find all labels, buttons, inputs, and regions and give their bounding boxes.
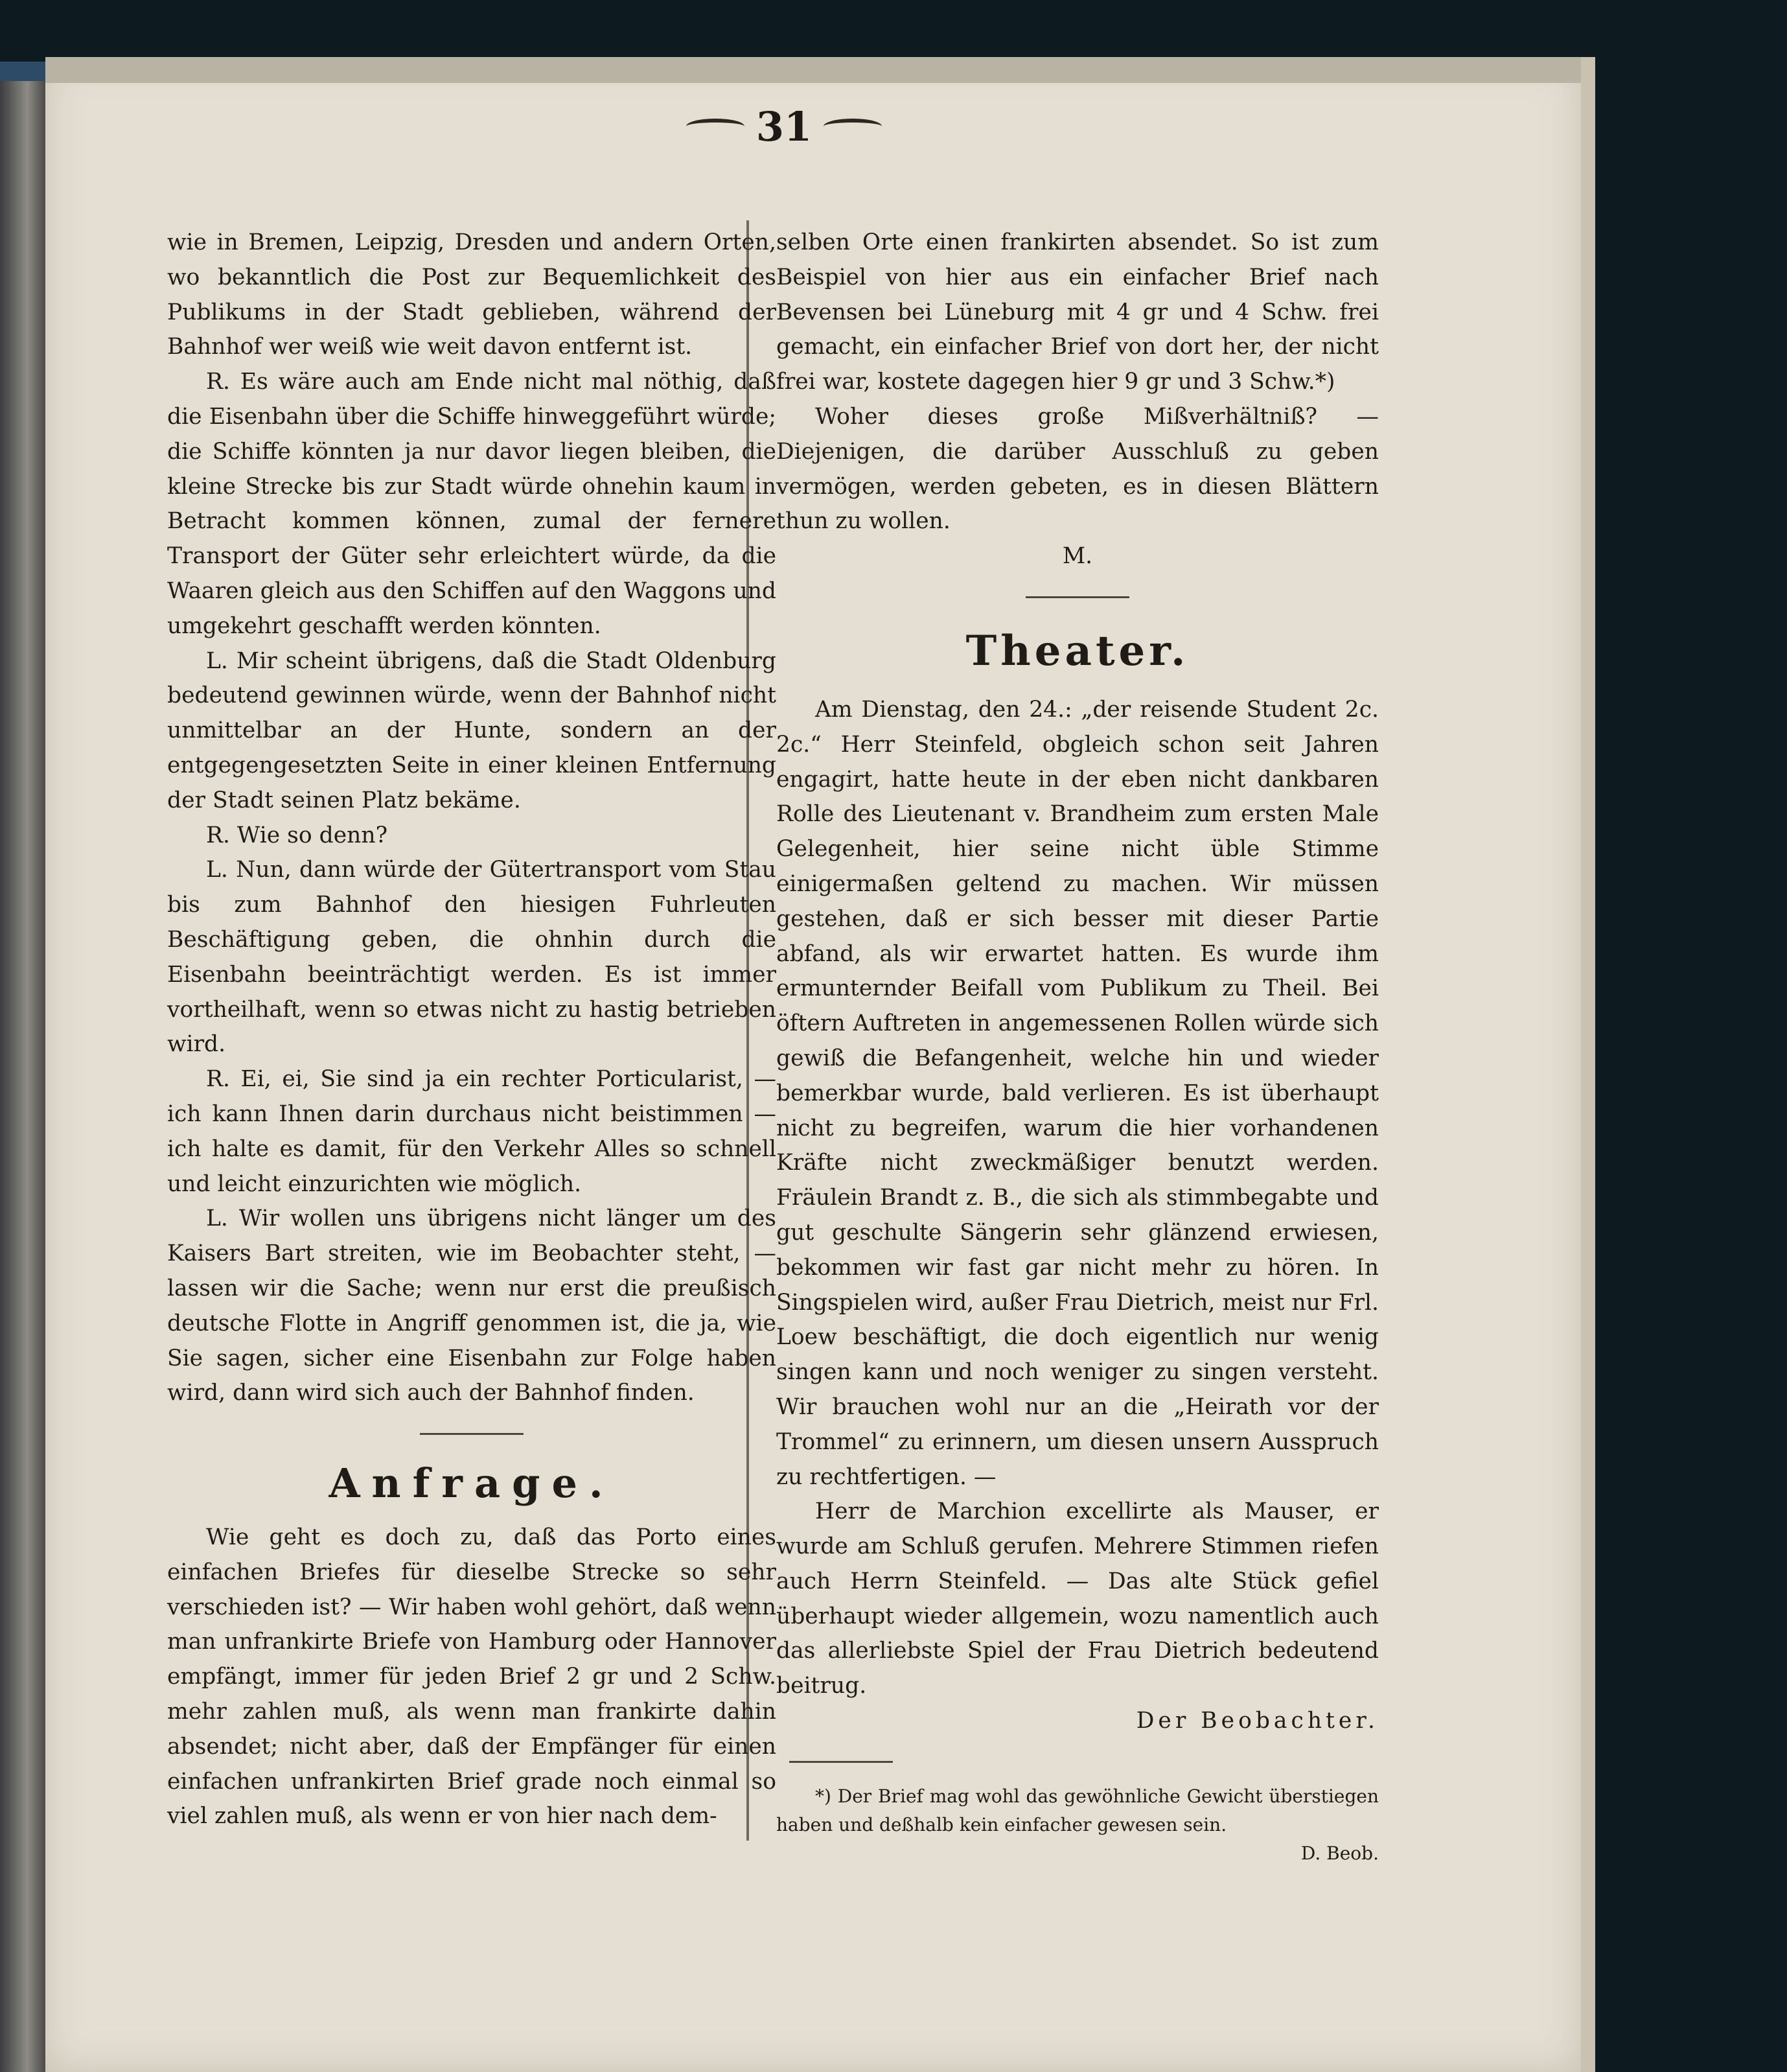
paragraph: wie in Bremen, Leipzig, Dresden und andern Orten, wo bekanntlich die Post zur Bequemlichkeit des Publikums in der Stadt geblieben, während der Bahnhof wer weiß wie weit davon entfernt ist.: [167, 229, 776, 360]
ornament-right-icon: [824, 119, 882, 134]
theater-paragraph: Herr de Marchion excellirte als Mauser, er wurde am Schluß gerufen. Mehrere Stimmen riefen auch Herrn Steinfeld. — Das alte Stück gefiel überhaupt wieder allgemein, wozu namentlich auch das allerliebste Spiel der Frau Dietrich bedeutend beitrug.: [776, 1498, 1379, 1699]
paragraph: R. Es wäre auch am Ende nicht mal nöthig, daß die Eisenbahn über die Schiffe hinweggeführt würde; die Schiffe könnten ja nur davor liegen bleiben, die kleine Strecke bis zur Stadt würde ohnehin kaum in Betracht kommen können, zumal der fernere Transport der Güter sehr erleichtert würde, da die Waaren gleich aus den Schiffen auf den Waggons und umgekehrt geschafft werden könnten.: [167, 369, 776, 639]
anfrage-text-continued: selben Orte einen frankirten absendet. So ist zum Beispiel von hier aus ein einfacher Brief nach Bevensen bei Lüneburg mit 4 gr und 4 Schw. frei gemacht, ein einfacher Brief von dort her, der nicht frei war, kostete dagegen hier 9 gr und 3 Schw.*): [776, 229, 1379, 395]
right-column: [776, 226, 1379, 1868]
theater-paragraph: Am Dienstag, den 24.: „der reisende Student 2c. 2c.“ Herr Steinfeld, obgleich schon seit Jahren engagirt, hatte heute in der eben nicht dankbaren Rolle des Lieutenant v. Brandheim zum ersten Male Gelegenheit, hier seine nicht üble Stimme einigermaßen geltend zu machen. Wir müssen gestehen, daß er sich besser mit dieser Partie abfand, als wir erwartet hatten. Es wurde ihm ermunternder Beifall vom Publikum zu Theil. Bei öftern Auftreten in angemessenen Rollen würde sich gewiß die Befangenheit, welche hin und wieder bemerkbar wurde, bald verlieren. Es ist überhaupt nicht zu begreifen, warum die hier vorhandenen Kräfte nicht zweckmäßiger benutzt werden. Fräulein Brandt z. B., die sich als stimmbegabte und gut geschulte Sängerin sehr glänzend erwiesen, bekommen wir fast gar nicht mehr zu hören. In Singspielen wird, außer Frau Dietrich, meist nur Frl. Loew beschäftigt, die doch eigentlich nur wenig singen kann und noch weniger zu singen versteht. Wir brauchen wohl nur an die „Heirath vor der Trommel“ zu erinnern, um diesen unsern Ausspruch zu rechtfertigen. —: [776, 696, 1379, 1490]
paragraph: L. Mir scheint übrigens, daß die Stadt Oldenburg bedeutend gewinnen würde, wenn der Bahnhof nicht unmittelbar an der Hunte, sondern an der entgegengesetzten Seite in einer kleinen Entfernung der Stadt seinen Platz bekäme.: [167, 647, 776, 813]
paragraph: R. Wie so denn?: [206, 822, 388, 848]
footnote-signature: D. Beob.: [1300, 1842, 1379, 1864]
ornament-left-icon: [686, 119, 744, 134]
anfrage-question: Woher dieses große Mißverhältniß? — Diejenigen, die darüber Ausschluß zu geben vermögen, werden gebeten, es in diesen Blättern thun zu wollen.: [776, 403, 1379, 535]
paragraph: R. Ei, ei, Sie sind ja ein rechter Porticularist, — ich kann Ihnen darin durchaus nicht beistimmen — ich halte es damit, für den Verkehr Alles so schnell und leicht einzurichten wie möglich.: [167, 1066, 776, 1197]
footnote-rule: [789, 1761, 893, 1763]
footnote: *) Der Brief mag wohl das gewöhnliche Gewicht überstiegen haben und deßhalb kein einfacher gewesen sein.: [776, 1785, 1379, 1835]
book-spine: [0, 62, 45, 2072]
anfrage-signature: M.: [1062, 543, 1093, 570]
paragraph: L. Nun, dann würde der Gütertransport vom Stau bis zum Bahnhof den hiesigen Fuhrleuten Beschäftigung geben, die ohnhin durch die Eisenbahn beeinträchtigt werden. Es ist immer vortheilhaft, wenn so etwas nicht zu hastig betrieben wird.: [167, 857, 776, 1058]
page-header: [648, 97, 920, 156]
anfrage-heading: Anfrage.: [329, 1460, 615, 1507]
theater-heading: Theater.: [965, 626, 1190, 675]
section-rule: [1026, 596, 1129, 598]
section-rule: [420, 1433, 524, 1435]
left-column: [167, 226, 776, 1834]
page-right-edge: [1581, 57, 1595, 2072]
theater-signature: Der Beobachter.: [1136, 1708, 1379, 1734]
page-number: 31: [755, 102, 813, 150]
anfrage-text: Wie geht es doch zu, daß das Porto eines einfachen Briefes für dieselbe Strecke so sehr verschieden ist? — Wir haben wohl gehört, daß wenn man unfrankirte Briefe von Hamburg oder Hannover empfängt, immer für jeden Brief 2 gr und 2 Schw. mehr zahlen muß, als wenn man frankirte dahin absendet; nicht aber, daß der Empfänger für einen einfachen unfrankirten Brief grade noch einmal so viel zahlen muß, als wenn er von hier nach dem-: [167, 1524, 776, 1830]
page-top-edge: [45, 57, 1581, 83]
paragraph: L. Wir wollen uns übrigens nicht länger um des Kaisers Bart streiten, wie im Beobachter steht, — lassen wir die Sache; wenn nur erst die preußisch deutsche Flotte in Angriff genommen ist, die ja, wie Sie sagen, sicher eine Eisenbahn zur Folge haben wird, dann wird sich auch der Bahnhof finden.: [167, 1205, 776, 1406]
